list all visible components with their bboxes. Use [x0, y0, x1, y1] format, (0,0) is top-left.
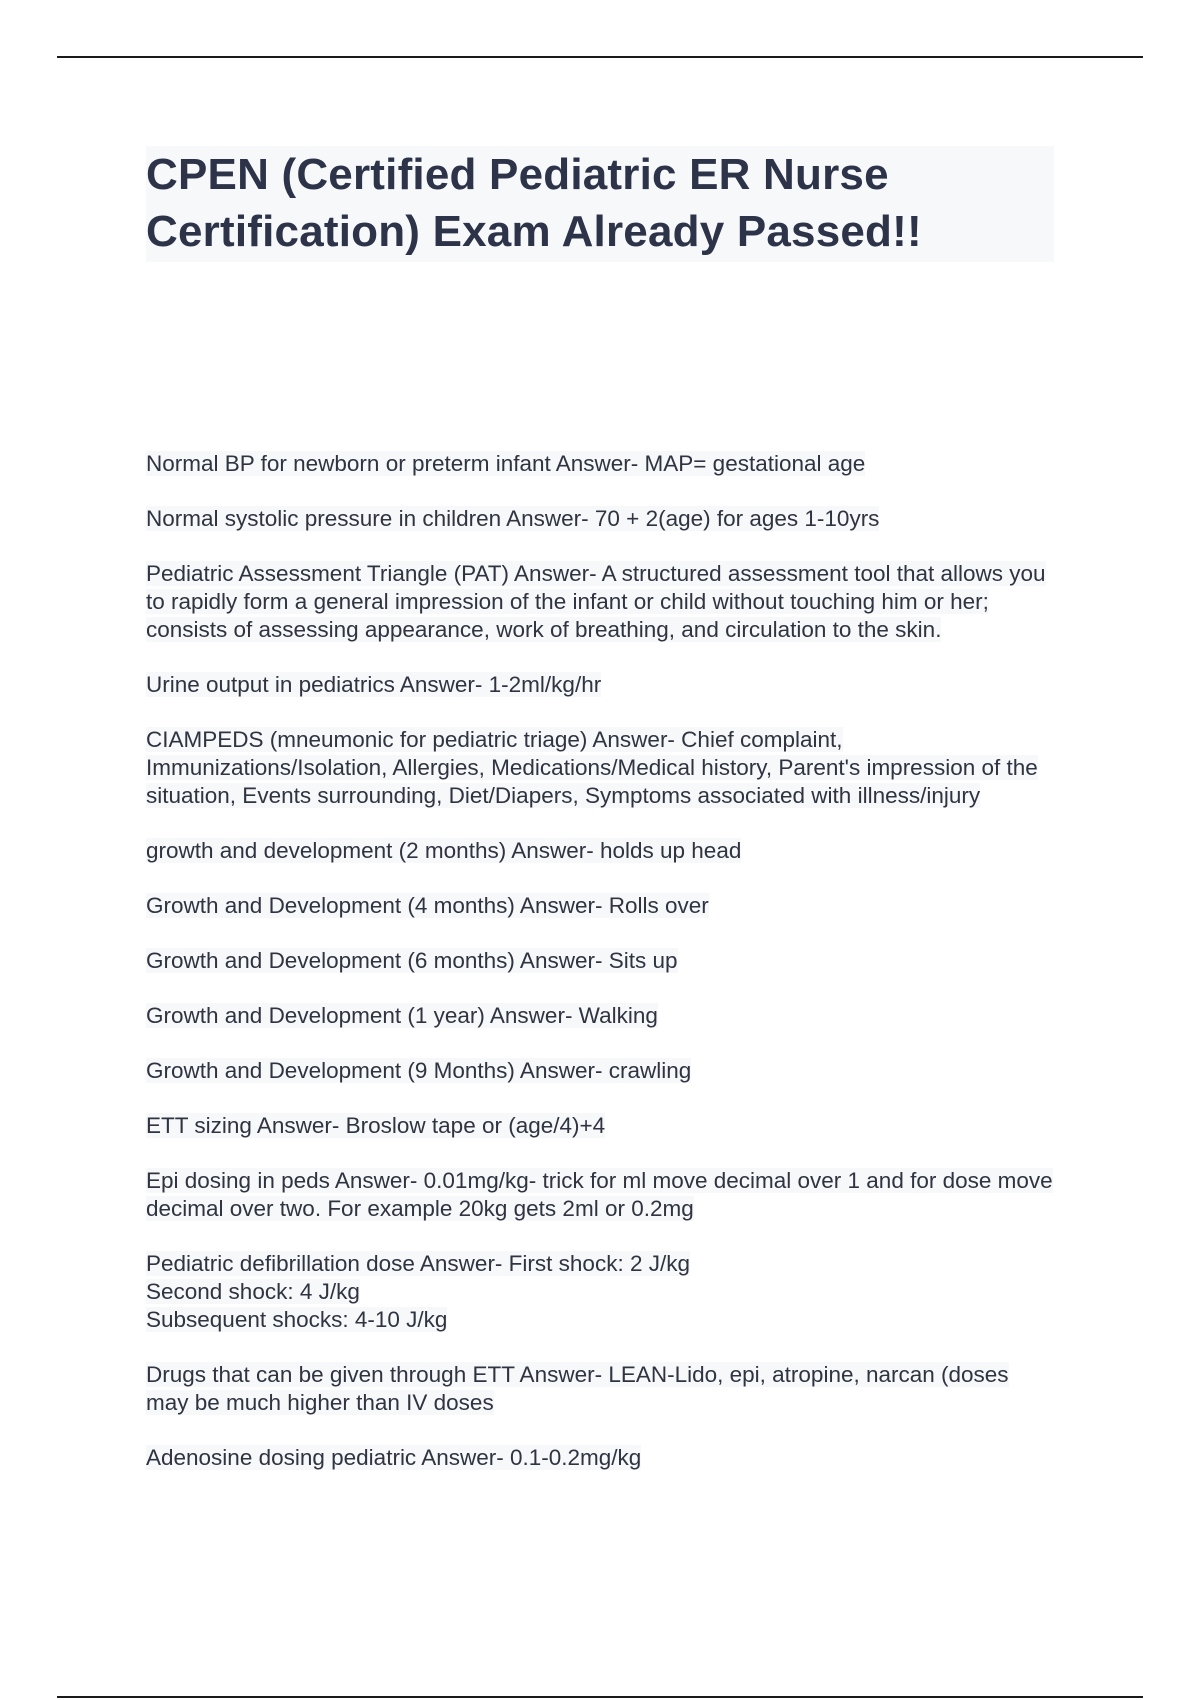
qa-item-text: growth and development (2 months) Answer- holds up head — [146, 838, 742, 863]
qa-item — [146, 947, 1054, 975]
qa-item-text: ETT sizing Answer- Broslow tape or (age/4)+4 — [146, 1113, 606, 1138]
qa-item-text: Normal BP for newborn or preterm infant Answer- MAP= gestational age — [146, 451, 866, 476]
qa-item — [146, 505, 1054, 533]
qa-item — [146, 1167, 1054, 1223]
qa-item — [146, 671, 1054, 699]
qa-item-text: Adenosine dosing pediatric Answer- 0.1-0.2mg/kg — [146, 1445, 642, 1470]
qa-item-text: Growth and Development (6 months) Answer- Sits up — [146, 948, 678, 973]
qa-item-text: Pediatric Assessment Triangle (PAT) Answer- A structured assessment tool that allows you to rapidly form a general impression of the infant or child without touching him or her; consists of assessing appearance, work of breathing, and circulation to the skin. — [146, 561, 1046, 642]
qa-item — [146, 726, 1054, 810]
qa-item-text: Epi dosing in peds Answer- 0.01mg/kg- trick for ml move decimal over 1 and for dose move decimal over two. For example 20kg gets 2ml or 0.2mg — [146, 1168, 1053, 1221]
qa-item — [146, 560, 1054, 644]
qa-item-text: Urine output in pediatrics Answer- 1-2ml/kg/hr — [146, 672, 602, 697]
qa-item-text: CIAMPEDS (mneumonic for pediatric triage) Answer- Chief complaint, Immunizations/Isolation, Allergies, Medications/Medical history, Parent's impression of the situation, Events surrounding, Diet/Diapers, Symptoms associated with illness/injury — [146, 727, 1038, 808]
qa-item-text: Drugs that can be given through ETT Answer- LEAN-Lido, epi, atropine, narcan (doses may be much higher than IV doses — [146, 1362, 1009, 1415]
document-title: CPEN (Certified Pediatric ER Nurse Certification) Exam Already Passed!! — [146, 150, 922, 256]
qa-item-text: Pediatric defibrillation dose Answer- First shock: 2 J/kg Second shock: 4 J/kg Subsequent shocks: 4-10 J/kg — [146, 1251, 690, 1332]
qa-item-text: Growth and Development (1 year) Answer- Walking — [146, 1003, 658, 1028]
qa-item — [146, 1002, 1054, 1030]
bottom-rule — [57, 1696, 1143, 1698]
qa-item — [146, 837, 1054, 865]
qa-item-text: Growth and Development (9 Months) Answer- crawling — [146, 1058, 692, 1083]
qa-item — [146, 1444, 1054, 1472]
qa-item — [146, 1250, 1054, 1334]
qa-item — [146, 450, 1054, 478]
title-block — [146, 146, 1054, 262]
top-rule — [57, 56, 1143, 58]
qa-item — [146, 1361, 1054, 1417]
qa-item-text: Growth and Development (4 months) Answer- Rolls over — [146, 893, 709, 918]
qa-item — [146, 892, 1054, 920]
qa-list — [146, 450, 1054, 1499]
qa-item — [146, 1057, 1054, 1085]
qa-item-text: Normal systolic pressure in children Answer- 70 + 2(age) for ages 1-10yrs — [146, 506, 880, 531]
qa-item — [146, 1112, 1054, 1140]
